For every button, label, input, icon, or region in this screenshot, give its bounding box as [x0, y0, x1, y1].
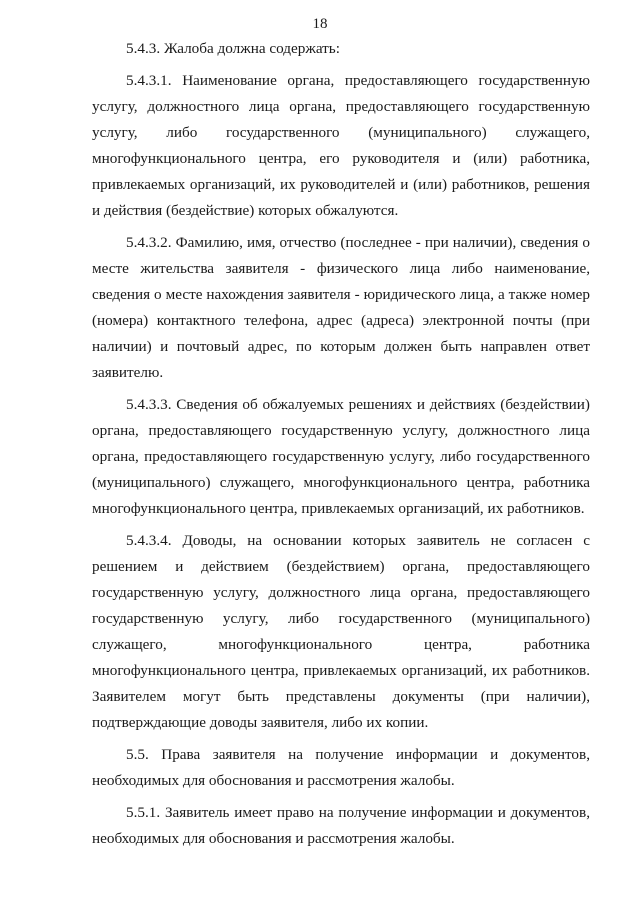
paragraph-5-4-3: 5.4.3. Жалоба должна содержать: — [126, 40, 340, 57]
document-body — [92, 36, 590, 858]
paragraph-5-4-3-3: 5.4.3.3. Сведения об обжалуемых решениях и действиях (бездействии) органа, предоставляющего государственную услугу, должностного лица органа, предоставляющего государственную услугу, либо государственного (муниципального) служащего, многофункционального центра, работника многофункционального центра, привлекаемых организаций, их работников. — [92, 396, 590, 517]
paragraph-5-5-1: 5.5.1. Заявитель имеет право на получение информации и документов, необходимых для обоснования и рассмотрения жалобы. — [92, 804, 590, 847]
page-number: 18 — [312, 16, 328, 32]
paragraph-5-4-3-1: 5.4.3.1. Наименование органа, предоставляющего государственную услугу, должностного лица органа, предоставляющего государственную услугу, либо государственного (муниципального) служащего, многофункционального центра, его руководителя и (или) работника, привлекаемых организаций, их руководителей и (или) работников, решения и действия (бездействие) которых обжалуются. — [92, 72, 590, 219]
paragraph-5-4-3-4: 5.4.3.4. Доводы, на основании которых заявитель не согласен с решением и действием (бездействием) органа, предоставляющего государственную услугу, должностного лица органа, предоставляющего государственную услугу, либо государственного (муниципального) служащего, многофункционального центра, работника многофункционального центра, привлекаемых организаций, их работников. Заявителем могут быть представлены документы (при наличии), подтверждающие доводы заявителя, либо их копии. — [92, 532, 590, 731]
paragraph-5-5: 5.5. Права заявителя на получение информации и документов, необходимых для обоснования и рассмотрения жалобы. — [92, 746, 590, 789]
paragraph-5-4-3-2: 5.4.3.2. Фамилию, имя, отчество (последнее - при наличии), сведения о месте жительства заявителя - физического лица либо наименование, сведения о месте нахождения заявителя - юридического лица, а также номер (номера) контактного телефона, адрес (адреса) электронной почты (при наличии) и почтовый адрес, по которым должен быть направлен ответ заявителю. — [92, 234, 590, 381]
